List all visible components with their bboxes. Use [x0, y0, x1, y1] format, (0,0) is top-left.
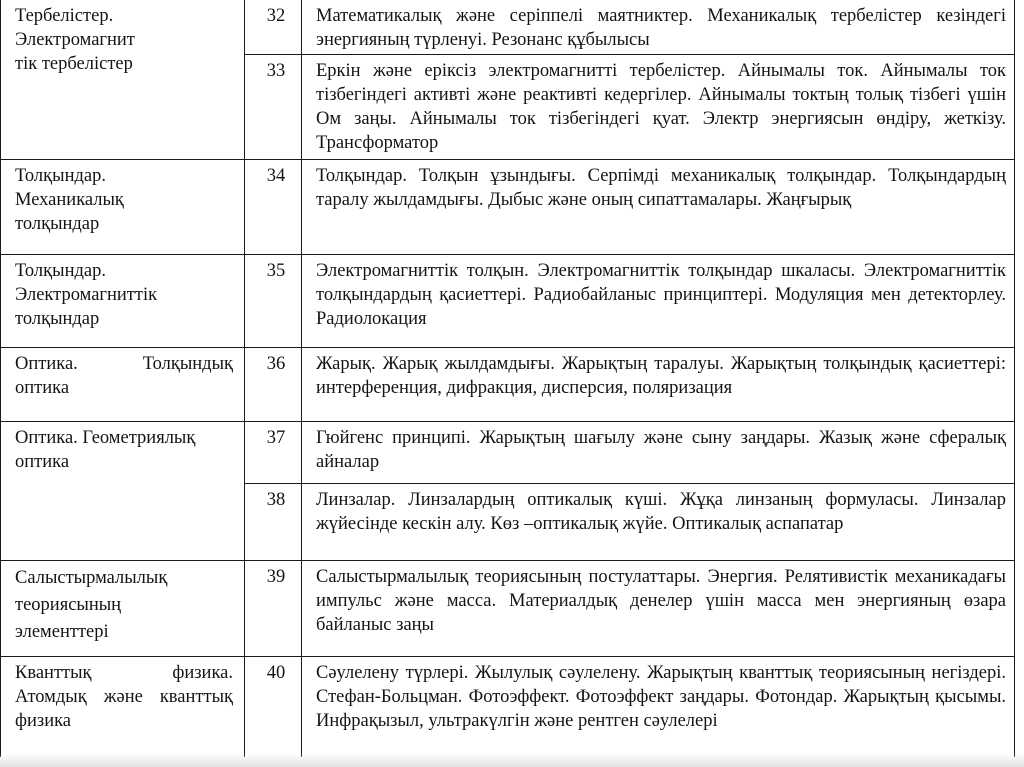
topic-text: Тербелістер. Электромагнит тік тербелістер [15, 6, 135, 74]
lesson-content: Толқындар. Толқын ұзындығы. Серпімді механикалық толқындар. Толқындардың таралу жылдамдығы. Дыбыс және оның сипаттамалары. Жаңғырық [302, 160, 1015, 255]
topic-text: Кванттық физика. Атомдық және кванттық физика [15, 663, 233, 731]
lesson-content: Салыстырмалылық теориясының постулаттары. Энергия. Релятивистік механикадағы импульс және масса. Материалдық денелер үшін масса мен энергияның өзара байланыс заңы [302, 561, 1015, 657]
topic-cell [1, 422, 245, 561]
lesson-content: Еркін және еріксіз электромагнитті тербелістер. Айнымалы ток. Айнымалы ток тізбегіндегі активті және реактивті кедергілер. Айнымалы токтың толық тізбегі үшін Ом заңы. Айнымалы ток тізбегіндегі қуат. Электр энергиясын өндіру, жеткізу. Трансформатор [302, 55, 1015, 160]
lesson-content: Жарық. Жарық жылдамдығы. Жарықтың таралуы. Жарықтың толқындық қасиеттері: интерференция, дифракция, дисперсия, поляризация [302, 348, 1015, 422]
lesson-content: Линзалар. Линзалардың оптикалық күші. Жұқа линзаның формуласы. Линзалар жүйесінде кескін алу. Көз –оптикалық жүйе. Оптикалық аспапатар [302, 484, 1015, 561]
lesson-number: 36 [245, 348, 302, 422]
lesson-number: 35 [245, 255, 302, 348]
topic-cell [1, 348, 245, 422]
table-row [1, 348, 1015, 422]
lesson-number: 37 [245, 422, 302, 484]
topic-cell [1, 0, 245, 160]
table-row [1, 422, 1015, 484]
topic-text: Оптика. Геометриялық оптика [15, 428, 196, 472]
topic-text: Толқындар. Механикалық толқындар [15, 166, 124, 234]
topic-cell [1, 657, 245, 757]
table-row [1, 561, 1015, 657]
lesson-number: 34 [245, 160, 302, 255]
table-row [1, 0, 1015, 55]
topic-text: Толқындар. Электромагниттік толқындар [15, 261, 158, 329]
lesson-number: 39 [245, 561, 302, 657]
table-row [1, 657, 1015, 757]
topic-text: Оптика. Толқындық оптика [15, 354, 233, 398]
topic-cell [1, 255, 245, 348]
page-bottom-edge [0, 753, 1024, 767]
table-row [1, 160, 1015, 255]
lesson-number: 32 [245, 0, 302, 55]
lesson-number: 40 [245, 657, 302, 757]
lesson-number: 33 [245, 55, 302, 160]
lesson-content: Электромагниттік толқын. Электромагниттік толқындар шкаласы. Электромагниттік толқындардың қасиеттері. Радиобайланыс принциптері. Модуляция мен детекторлеу. Радиолокация [302, 255, 1015, 348]
lesson-content: Математикалық және серіппелі маятниктер. Механикалық тербелістер кезіндегі энергияның түрленуі. Резонанс құбылысы [302, 0, 1015, 55]
table-row [1, 255, 1015, 348]
lesson-number: 38 [245, 484, 302, 561]
lesson-content: Гюйгенс принципі. Жарықтың шағылу және сыну заңдары. Жазық және сфералық айналар [302, 422, 1015, 484]
topic-text: Салыстырмалылық теориясының элементтері [15, 568, 168, 642]
lesson-content: Сәулелену түрлері. Жылулық сәулелену. Жарықтың кванттық теориясының негіздері. Стефан-Больцман. Фотоэффект. Фотоэффект заңдары. Фотондар. Жарықтың қысымы. Инфрақызыл, ультракүлгін және рентген сәулелері [302, 657, 1015, 757]
topic-cell [1, 561, 245, 657]
topic-cell [1, 160, 245, 255]
